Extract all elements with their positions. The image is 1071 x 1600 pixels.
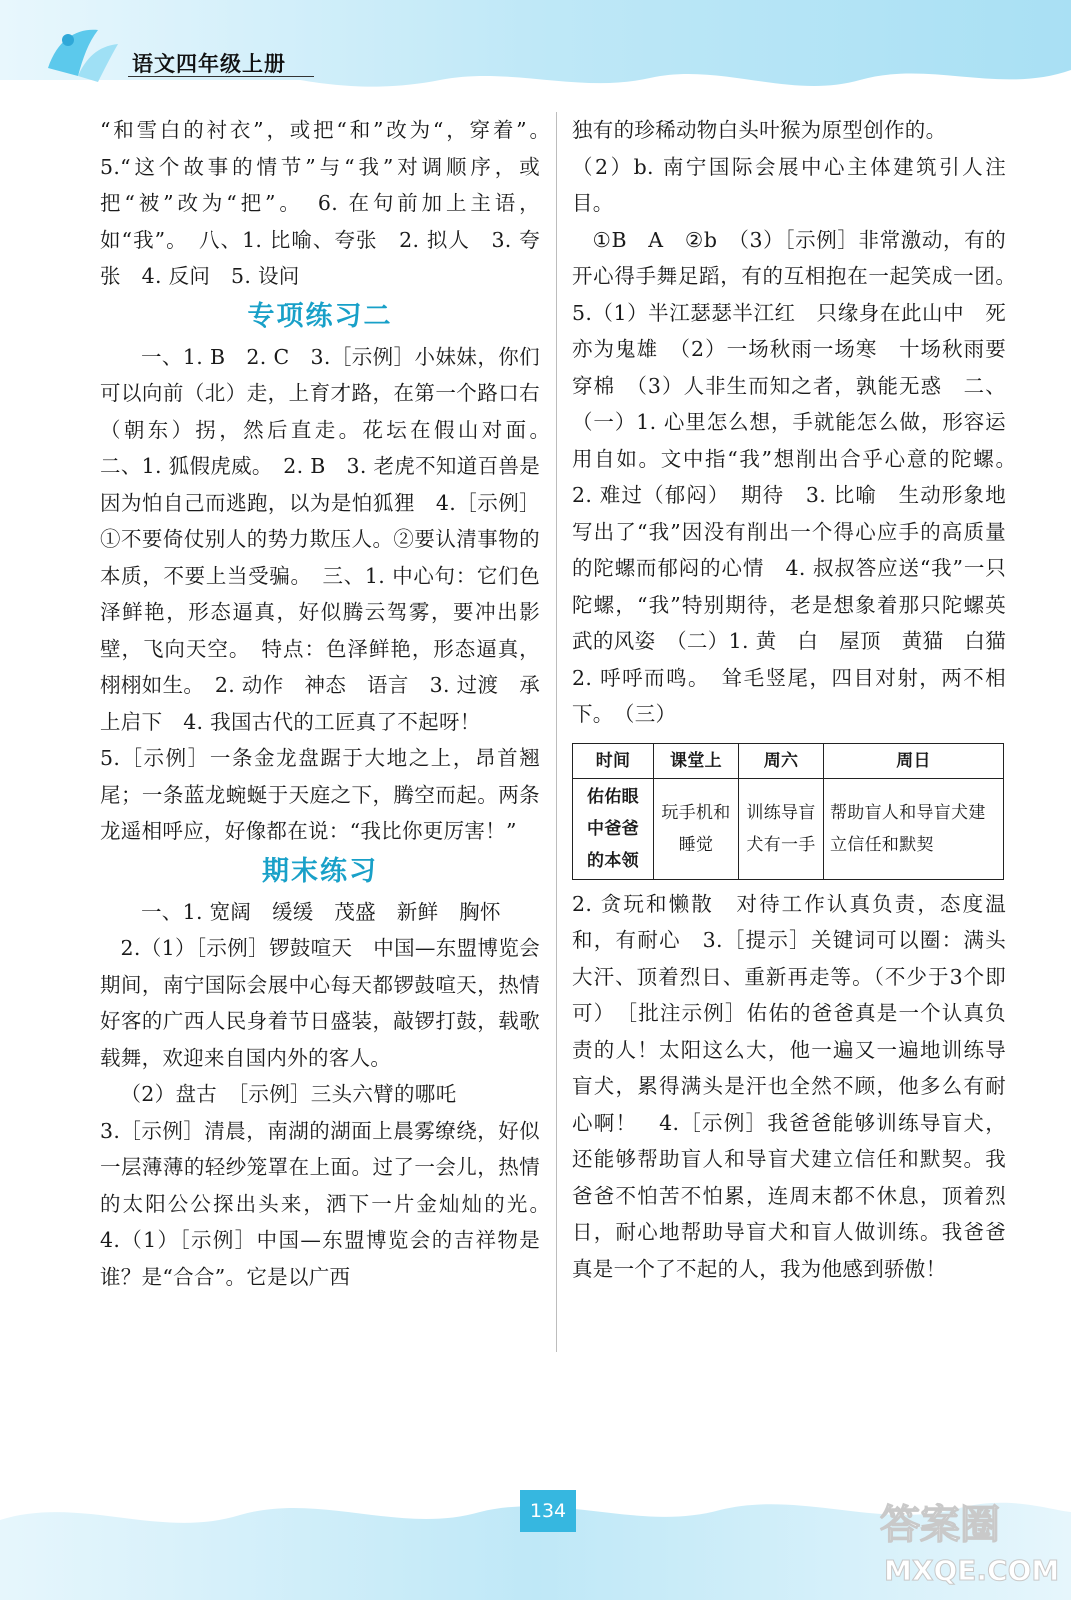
book-logo-icon: [38, 18, 124, 88]
table-cell: 训练导盲犬有一手: [739, 778, 824, 879]
left-column: [100, 112, 561, 1295]
table-row-header: 佑佑眼中爸爸的本领: [573, 778, 654, 879]
table-header-row: [573, 743, 1004, 778]
right-text-1: 独有的珍稀动物白头叶猴为原型创作的。: [572, 118, 947, 142]
watermark-text-cn: 答案圈: [880, 1502, 1000, 1548]
special-practice-answers-2: 5.［示例］一条金龙盘踞于大地之上，昂首翘尾；一条蓝龙蜿蜒于天庭之下，腾空而起。两条龙遥相呼应，好像都在说：“我比你更厉害！”: [100, 746, 540, 843]
header-underline: [128, 76, 314, 77]
table-header-cell: 课堂上: [654, 743, 739, 778]
table-header-cell: 时间: [573, 743, 654, 778]
final-practice-answer-4: 3.［示例］清晨，南湖的湖面上晨雾缭绕，好似一层薄薄的轻纱笼罩在上面。过了一会儿，热情的太阳公公探出头来，洒下一片金灿灿的光。 4.（1）［示例］中国—东盟博览会的吉祥物是谁？是“合合”。它是以广西: [100, 1118, 561, 1289]
watermark-logo: [870, 1488, 1060, 1592]
table-row: [573, 778, 1004, 879]
right-text-4: 2. 贪玩和懒散 对待工作认真负责，态度温和，有耐心 3.［提示］关键词可以圈：满头大汗、顶着烈日、重新再走等。（不少于3个即可） ［批注示例］佑佑的爸爸真是一个认真负责的人！太阳这么大，他一遍又一遍地训练导盲犬，累得满头是汗也全然不顾，他多么有耐心啊！ 4.［示例］我爸爸能够训练导盲犬，还能够帮助盲人和导盲犬建立信任和默契。我爸爸不怕苦不怕累，连周末都不休息，顶着烈日，耐心地帮助导盲犬和盲人做训练。我爸爸真是一个了不起的人，我为他感到骄傲！: [572, 891, 1006, 1281]
column-divider: [556, 112, 557, 1352]
table-header-cell: 周日: [824, 743, 1004, 778]
final-practice-answer-2: 2.（1）［示例］锣鼓喧天 中国—东盟博览会期间，南宁国际会展中心每天都锣鼓喧天，热情好客的广西人民身着节日盛装，敲锣打鼓，载歌载舞，欢迎来自国内外的客人。: [100, 936, 540, 1070]
special-practice-answers-1: 一、1. B 2. C 3.［示例］小妹妹，你们可以向前（北）走，上育才路，在第一个路口右（朝东）拐，然后直走。花坛在假山对面。 二、1. 狐假虎威。 2. B 3. 老虎不知道百兽是因为怕自己而逃跑，以为是怕狐狸 4.［示例］①不要倚仗别人的势力欺压人。②要认清事物的本质，不要上当受骗。 三、1. 中心句：它们色泽鲜艳，形态逼真，好似腾云驾雾，要冲出影壁，飞向天空。 特点：色泽鲜艳，形态逼真，栩栩如生。 2. 动作 神态 语言 3. 过渡 承上启下 4. 我国古代的工匠真了不起呀！: [100, 344, 561, 734]
section-title-special-practice: 专项练习二: [247, 300, 393, 332]
answer-table: [572, 743, 1004, 880]
final-practice-answer-3: （2）盘古 ［示例］三头六臂的哪吒: [120, 1082, 457, 1106]
final-practice-answer-1: 一、1. 宽阔 缓缓 茂盛 新鲜 胸怀: [141, 899, 501, 924]
section-title-final-practice: 期末练习: [262, 855, 378, 887]
table-cell: 帮助盲人和导盲犬建立信任和默契: [824, 778, 1004, 879]
page-number: 134: [520, 1490, 576, 1532]
right-text-2: （2）b. 南宁国际会展中心主体建筑引人注目。: [572, 154, 1006, 215]
header-title: 语文四年级上册: [132, 51, 286, 76]
table-cell: 玩手机和睡觉: [654, 778, 739, 879]
right-text-3: ①B A ②b （3）［示例］非常激动，有的开心得手舞足蹈，有的互相抱在一起笑成一团。 5.（1）半江瑟瑟半江红 只缘身在此山中 死亦为鬼雄 （2）一场秋雨一场寒 十场秋雨要穿棉 （3）人非生而知之者，孰能无惑 二、（一）1. 心里怎么想，手就能怎么做，形容运用自如。文中指“我”想削出合乎心意的陀螺。 2. 难过（郁闷） 期待 3. 比喻 生动形象地写出了“我”因没有削出一个得心应手的高质量的陀螺而郁闷的心情 4. 叔叔答应送“我”一只陀螺，“我”特别期待，老是想象着那只陀螺英武的风姿 （二）1. 黄 白 屋顶 黄猫 白猫 2. 呼呼而鸣。 耸毛竖尾，四目对射，两不相下。 （三）: [572, 227, 1027, 726]
watermark-text-url: MXQE.COM: [884, 1554, 1060, 1587]
right-column: [572, 112, 1027, 1287]
left-intro-text: “和雪白的衬衣”，或把“和”改为“，穿着”。 5.“这个故事的情节”与“我”对调顺序，或把“被”改为“把”。 6. 在句前加上主语，如“我”。 八、1. 比喻、夸张 2. 拟人 3. 夸张 4. 反问 5. 设问: [100, 118, 561, 288]
table-header-cell: 周六: [739, 743, 824, 778]
